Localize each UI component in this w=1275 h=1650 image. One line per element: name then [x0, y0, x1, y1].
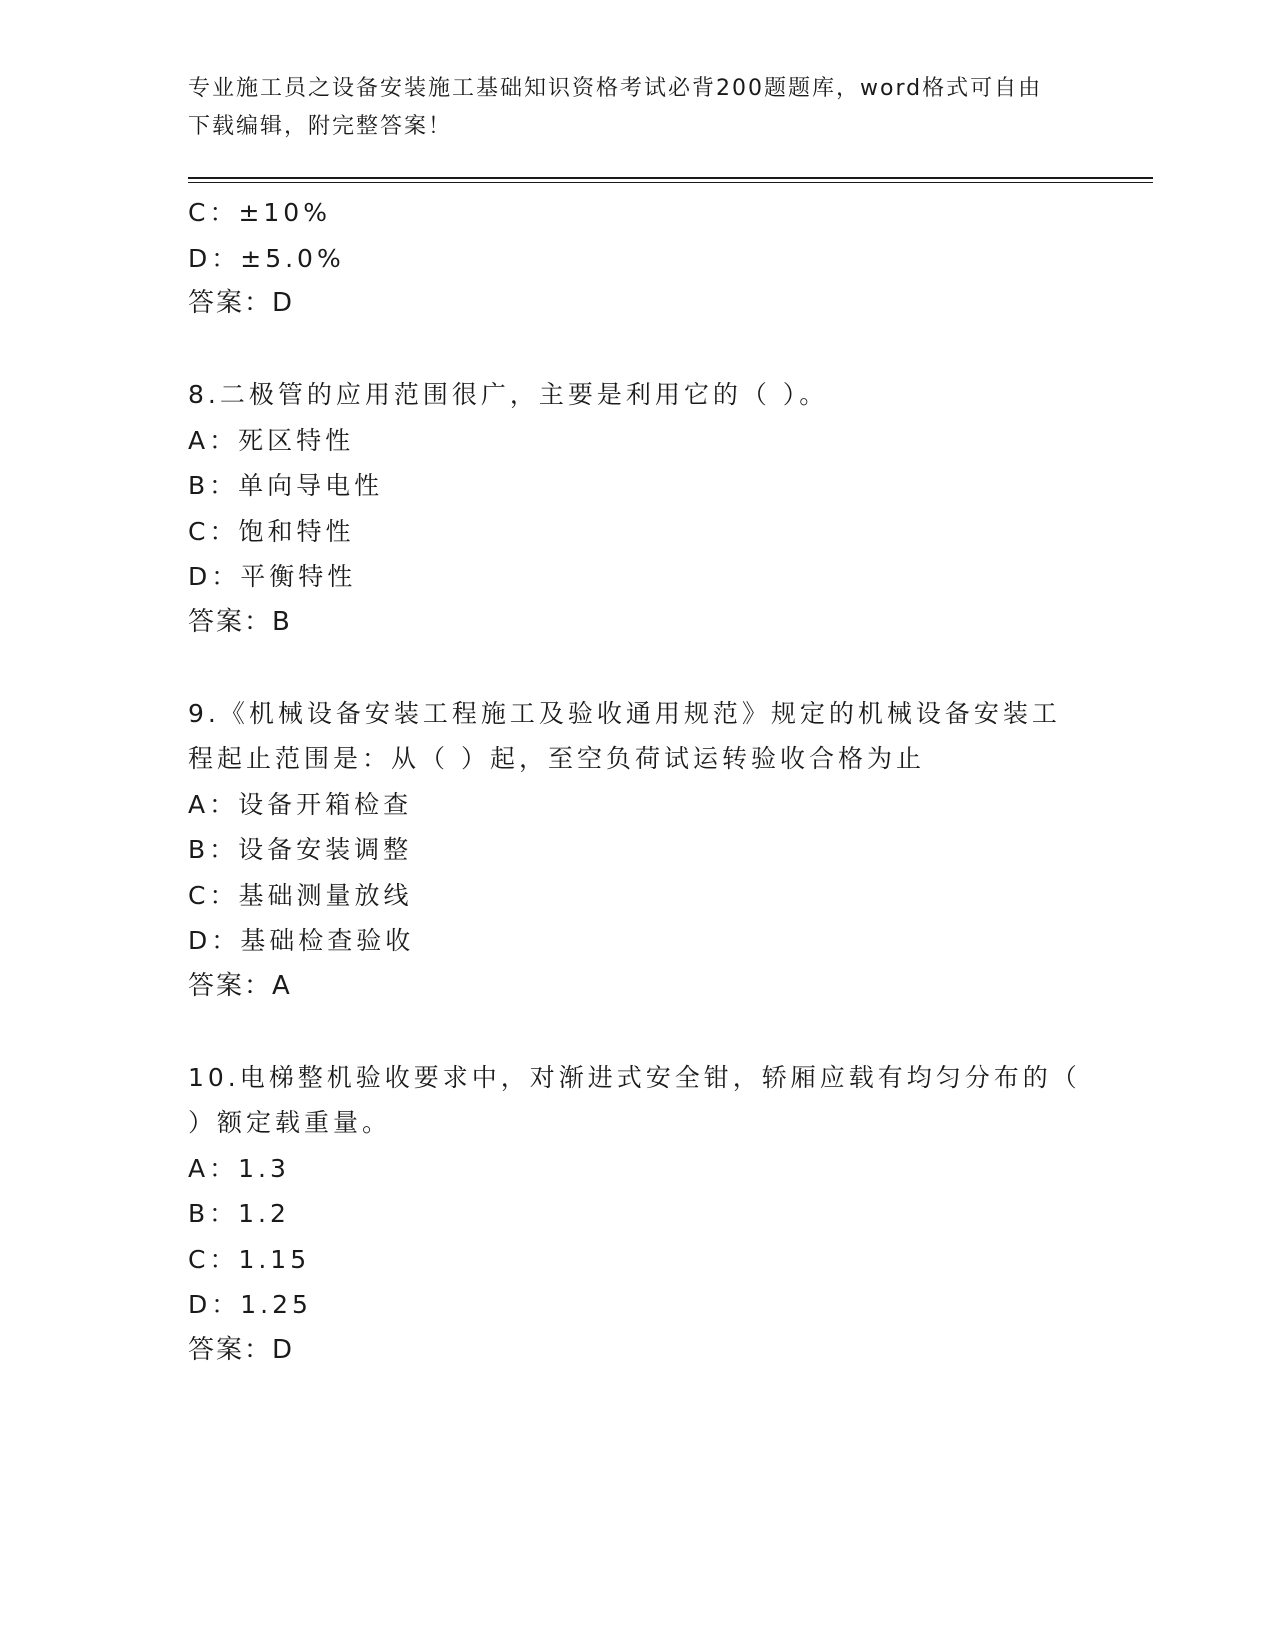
- question-list: [188, 190, 1088, 1373]
- option-c: C：基础测量放线: [188, 880, 413, 910]
- option-c: C：1.15: [188, 1244, 311, 1274]
- question-stem: 8.二极管的应用范围很广，主要是利用它的（ ）。: [188, 380, 829, 409]
- header-divider-thick: [188, 177, 1153, 179]
- option-a: A：设备开箱检查: [188, 789, 413, 819]
- answer-line: 答案：D: [188, 1334, 295, 1365]
- option-c: C：饱和特性: [188, 516, 355, 546]
- option-d: D：±5.0%: [188, 243, 345, 273]
- answer-line: 答案：B: [188, 606, 292, 637]
- question-stem-line-1: 10.电梯整机验收要求中，对渐进式安全钳，轿厢应载有均匀分布的（: [188, 1062, 1081, 1092]
- option-b: B：1.2: [188, 1199, 290, 1228]
- question-10: [188, 1055, 1088, 1374]
- option-a: A：1.3: [188, 1153, 290, 1183]
- option-b: B：单向导电性: [188, 471, 384, 500]
- header-divider-thin: [188, 182, 1153, 183]
- option-b: B：设备安装调整: [188, 835, 413, 864]
- question-7-continuation: [188, 190, 1088, 327]
- question-9: [188, 691, 1088, 1010]
- option-d: D：基础检查验收: [188, 926, 415, 955]
- answer-line: 答案：A: [188, 970, 292, 1001]
- option-d: D：1.25: [188, 1290, 312, 1319]
- option-d: D：平衡特性: [188, 562, 357, 591]
- question-stem-line-2: ）额定载重量。: [188, 1108, 392, 1137]
- header-line-1: 专业施工员之设备安装施工基础知识资格考试必背200题题库，word格式可自由: [188, 76, 1043, 101]
- spacer: [188, 327, 1088, 373]
- header-line-2: 下载编辑，附完整答案！: [188, 114, 453, 139]
- spacer: [188, 1009, 1088, 1055]
- question-stem-line-2: 程起止范围是：从（ ）起，至空负荷试运转验收合格为止: [188, 744, 925, 773]
- answer-line: 答案：D: [188, 288, 295, 318]
- document-header: [188, 70, 1068, 146]
- question-8: [188, 372, 1088, 645]
- spacer: [188, 645, 1088, 691]
- question-stem-line-1: 9.《机械设备安装工程施工及验收通用规范》规定的机械设备安装工: [188, 698, 1061, 728]
- option-c: C：±10%: [188, 198, 331, 227]
- option-a: A：死区特性: [188, 425, 355, 455]
